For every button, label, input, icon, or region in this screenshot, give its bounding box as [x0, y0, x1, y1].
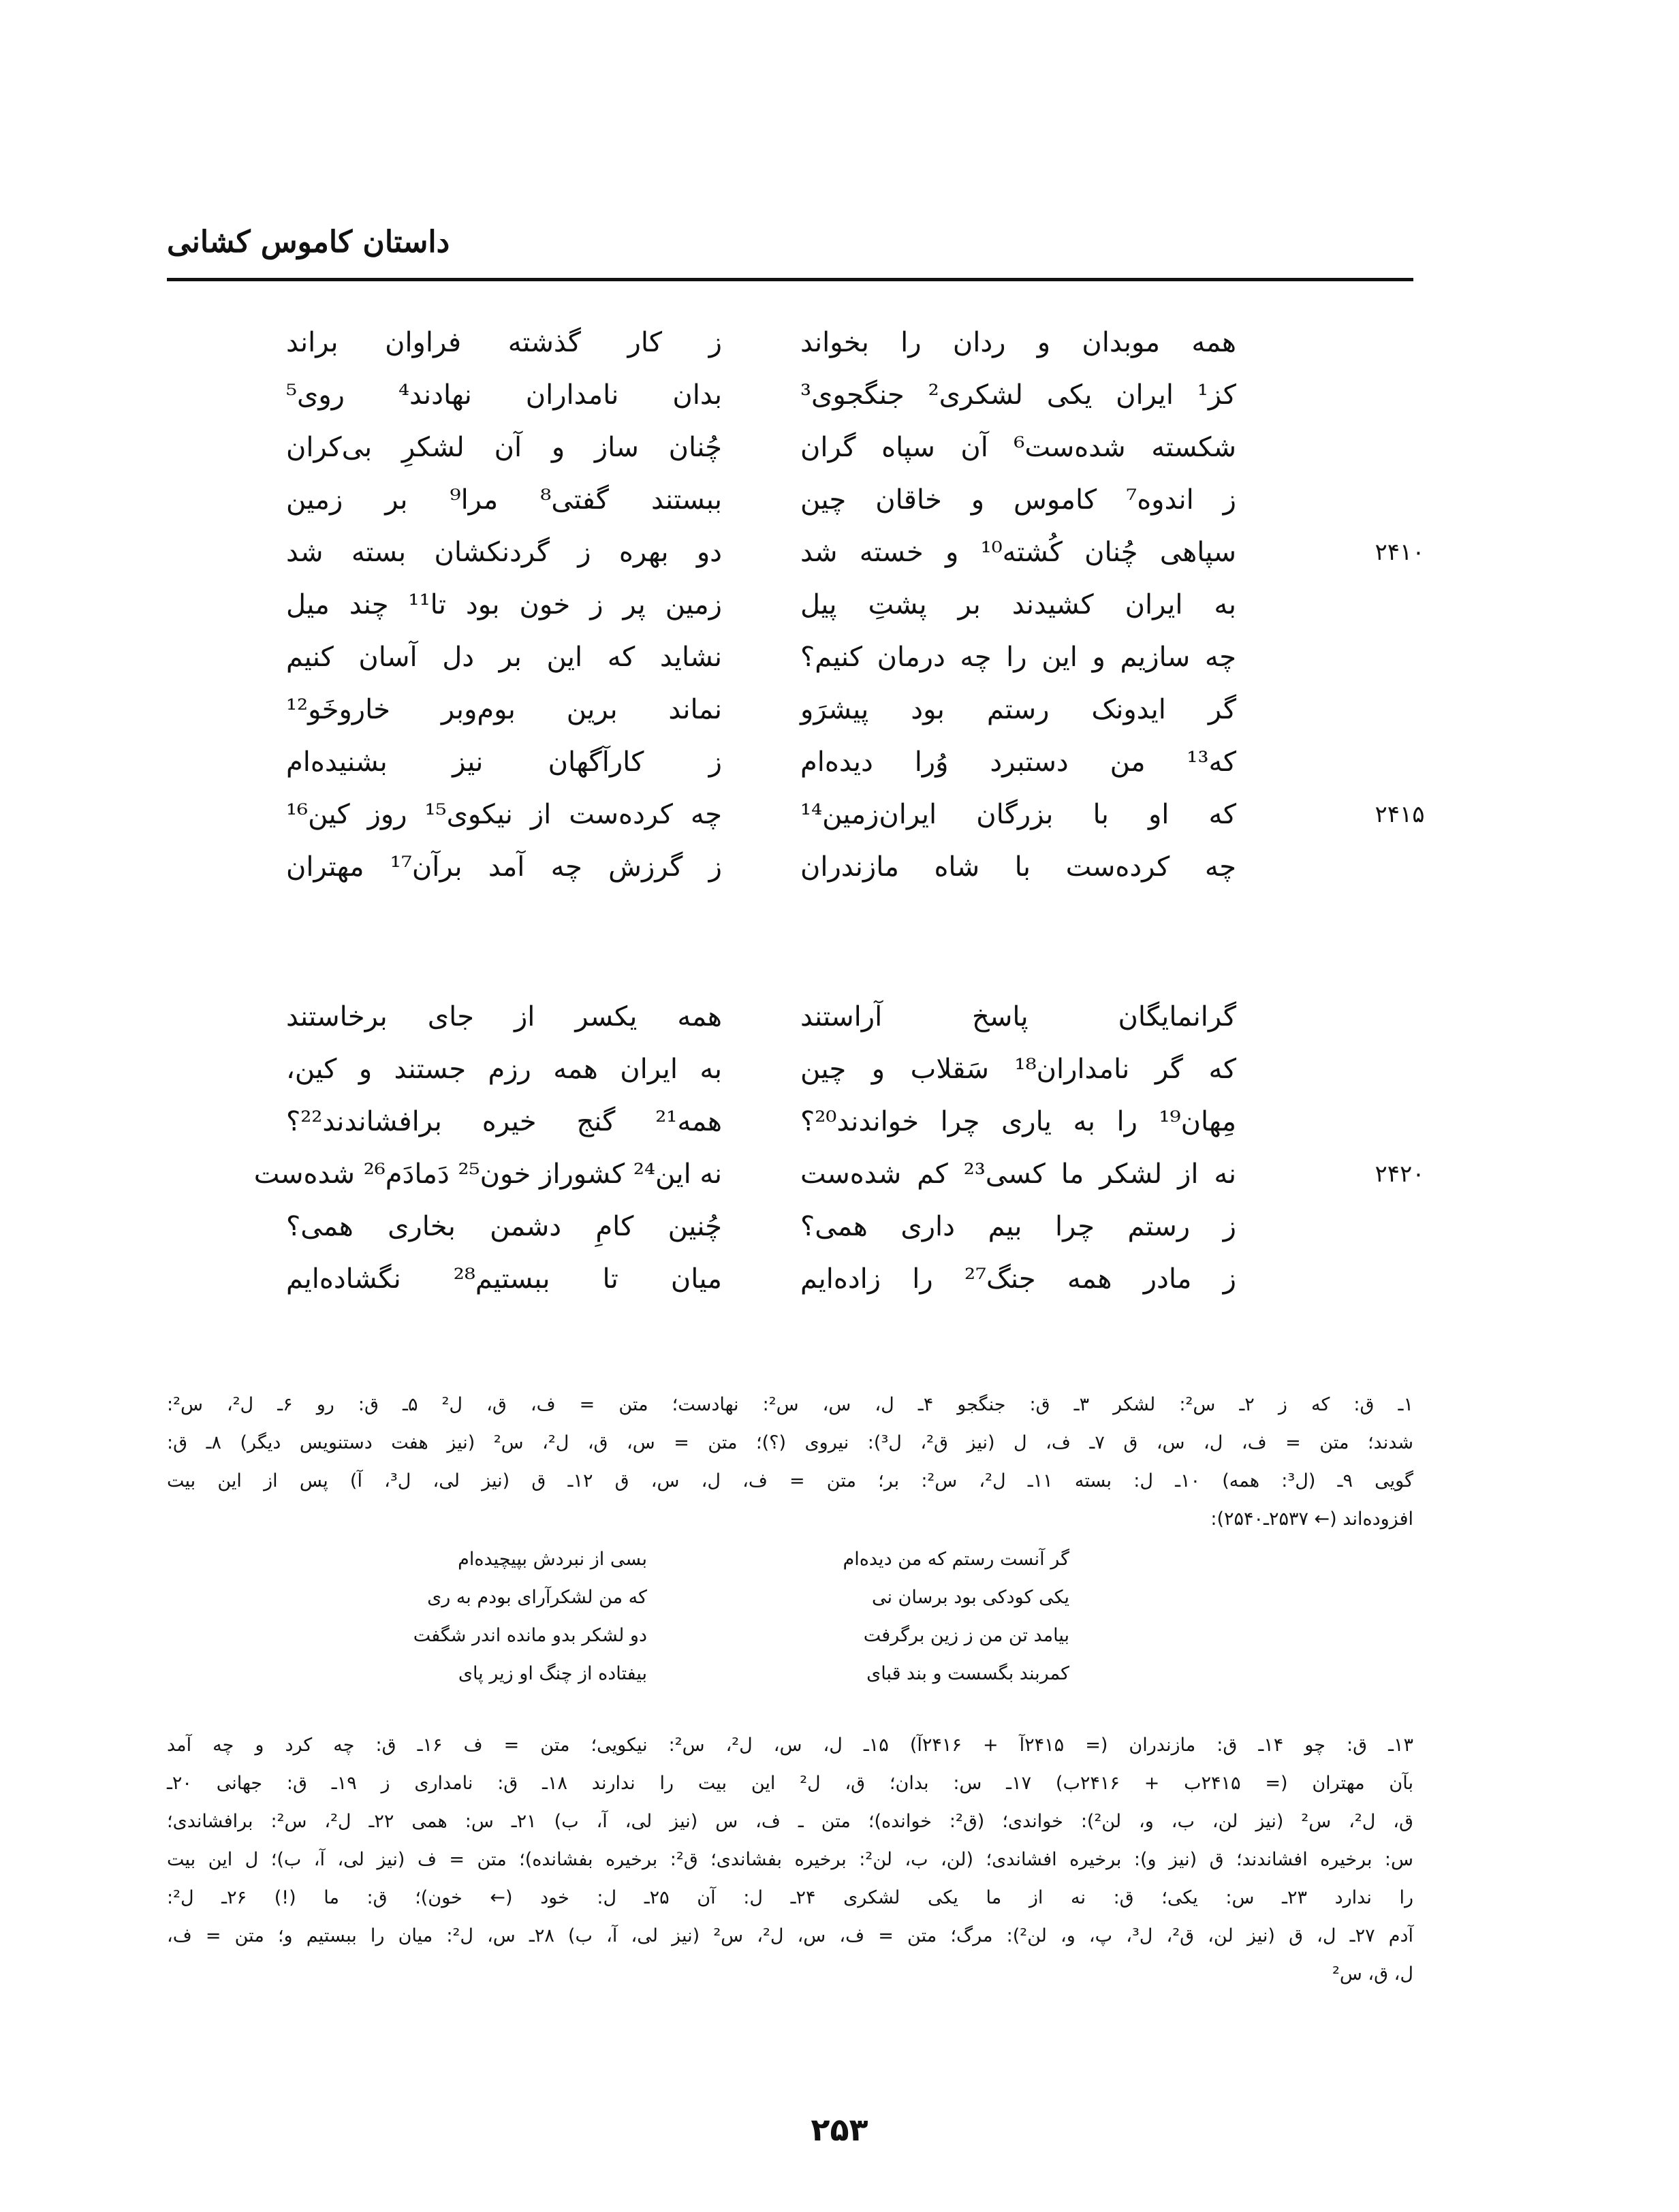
footnote-line: افزوده‌اند (← ۲۵۳۷ـ۲۵۴۰): — [1210, 1508, 1413, 1530]
couplet — [266, 317, 1424, 369]
added-hemistich-second: بیفتاده از چنگ او زیر پای — [458, 1663, 647, 1684]
hemistich-first: که گر نامداران¹⁸ سَقلاب و چین — [800, 1054, 1236, 1085]
hemistich-first: سپاهی چُنان کُشته¹⁰ و خسته شد — [800, 537, 1236, 568]
couplet — [266, 991, 1424, 1043]
hemistich-first: مِهان¹⁹ را به یاری چرا خواندند²⁰؟ — [800, 1106, 1236, 1137]
footnote-line: گویی ۹ـ (ل³: همه) ۱۰ـ ل: بسته ۱۱ـ ل²، س²: بر؛ متن = ف، ل، س، ق ۱۲ـ ق (نیز لی، ل³، آ) پس از این بیت — [167, 1470, 1413, 1491]
added-couplet — [347, 1617, 1069, 1655]
added-hemistich-second: دو لشکر بدو مانده اندر شگفت — [413, 1625, 647, 1646]
hemistich-second: میان تا ببستیم²⁸ نگشاده‌ایم — [286, 1263, 722, 1295]
added-hemistich-first: بیامد تن من ز زین برگرفت — [863, 1625, 1069, 1646]
hemistich-second: زمین پر ز خون بود تا¹¹ چند میل — [286, 589, 722, 620]
hemistich-second: ز کار گذشته فراوان براند — [286, 327, 722, 358]
hemistich-second: چُنان ساز و آن لشکرِ بی‌کران — [286, 432, 722, 463]
header-rule — [167, 278, 1413, 281]
hemistich-first: چه سازیم و این را چه درمان کنیم؟ — [800, 642, 1236, 673]
hemistich-first: به ایران کشیدند بر پشتِ پیل — [800, 589, 1236, 620]
footnotes-part-2 — [167, 1726, 1413, 1993]
added-hemistich-first: کمربند بگسست و بند قبای — [866, 1663, 1069, 1684]
verse-block-1 — [266, 317, 1424, 894]
hemistich-second: نه این²⁴ کشوراز خون²⁵ دَمادَم²⁶ شده‌ست — [253, 1158, 722, 1190]
verse-number: ۲۴۱۵ — [1375, 801, 1425, 828]
hemistich-second: ز گرزش چه آمد برآن¹⁷ مهتران — [286, 851, 722, 883]
hemistich-second: چُنین کامِ دشمن بخاری همی؟ — [286, 1211, 722, 1242]
hemistich-first: همه موبدان و ردان را بخواند — [800, 327, 1236, 358]
footnote-line: بآن مهتران (= ۲۴۱۵ب + ۲۴۱۶ب) ۱۷ـ س: بدان؛ ق، ل² این بیت را ندارند ۱۸ـ ق: نامداری ز ۱۹ـ ق: جهانی ۲۰ـ — [167, 1773, 1413, 1794]
added-couplet — [347, 1579, 1069, 1617]
footnote-line: ۱ـ ق: که ز ۲ـ س²: لشکر ۳ـ ق: جنگجو ۴ـ ل، س، س²: نهادست؛ متن = ف، ق، ل² ۵ـ ق: رو ۶ـ ل²، س²: — [167, 1394, 1413, 1415]
footnote-line: ۱۳ـ ق: چو ۱۴ـ ق: مازندران (= ۲۴۱۵آ + ۲۴۱۶آ) ۱۵ـ ل، س، ل²، س²: نیکویی؛ متن = ف ۱۶ـ ق: چه کرد و چه آمد — [167, 1735, 1413, 1756]
hemistich-first: نه از لشکر ما کسی²³ کم شده‌ست — [800, 1158, 1236, 1190]
hemistich-first: که¹³ من دستبرد وُرا دیده‌ام — [800, 746, 1236, 778]
couplet — [266, 369, 1424, 422]
hemistich-first: کز¹ ایران یکی لشکری² جنگجوی³ — [800, 379, 1236, 411]
couplet — [266, 1043, 1424, 1096]
couplet — [266, 684, 1424, 736]
added-hemistich-second: بسی از نبردش بپیچیده‌ام — [458, 1549, 647, 1570]
couplet — [266, 474, 1424, 526]
hemistich-second: ز کارآگهان نیز بشنیده‌ام — [286, 746, 722, 778]
verse-number: ۲۴۱۰ — [1375, 539, 1425, 566]
footnote-line: آدم ۲۷ـ ل، ق (نیز لن، ق²، ل³، پ، و، لن²): مرگ؛ متن = ف، س، ل²، س² (نیز لی، آ، ب) ۲۸ـ س، ل²: میان را ببستیم و؛ متن = ف، — [167, 1925, 1413, 1946]
couplet — [266, 789, 1424, 841]
hemistich-second: نشاید که این بر دل آسان کنیم — [286, 642, 722, 673]
couplet — [266, 422, 1424, 474]
hemistich-second: نماند برین بوم‌وبر خاروخَو¹² — [286, 694, 722, 725]
hemistich-second: چه کرده‌ست از نیکوی¹⁵ روز کین¹⁶ — [286, 799, 723, 830]
hemistich-first: گرانمایگان پاسخ آراستند — [800, 1001, 1236, 1032]
hemistich-first: شکسته شده‌ست⁶ آن سپاه گران — [800, 432, 1237, 463]
hemistich-first: ز مادر همه جنگ²⁷ را زاده‌ایم — [800, 1263, 1236, 1295]
hemistich-second: دو بهره ز گردنکشان بسته شد — [286, 537, 722, 568]
hemistich-first: ز رستم چرا بیم داری همی؟ — [800, 1211, 1236, 1242]
added-couplet — [347, 1655, 1069, 1693]
added-couplet — [347, 1540, 1069, 1579]
added-hemistich-first: گر آنست رستم که من دیده‌ام — [843, 1549, 1069, 1570]
footnote-line: ق، ل²، س² (نیز لن، ب، و، لن²): خواندی؛ (ق²: خوانده)؛ متن ـ ف، س (نیز لی، آ، ب) ۲۱ـ س: همی ۲۲ـ ل²، س²: برافشاندی؛ — [167, 1811, 1413, 1832]
couplet — [266, 1201, 1424, 1253]
footnote-line: س: برخیره افشاندند؛ ق (نیز و): برخیره افشاندی؛ (لن، ب، لن²: برخیره بفشاندی؛ ق²: برخیره بفشانده)؛ متن = ف (نیز لی، آ، ب)؛ ل این بیت — [167, 1849, 1413, 1870]
footnotes-part-1 — [167, 1386, 1413, 1538]
hemistich-second: همه یکسر از جای برخاستند — [286, 1001, 722, 1032]
running-title: داستان کاموس کشانی — [167, 225, 450, 259]
couplet — [266, 841, 1424, 894]
hemistich-first: گر ایدونک رستم بود پیشرَو — [800, 694, 1236, 725]
hemistich-first: چه کرده‌ست با شاه مازندران — [800, 851, 1236, 883]
couplet — [266, 1253, 1424, 1306]
verse-block-2 — [253, 991, 1425, 1306]
hemistich-first: ز اندوه⁷ کاموس و خاقان چین — [800, 484, 1236, 516]
page-number: ۲۵۳ — [811, 2111, 868, 2148]
hemistich-second: بدان نامداران نهادند⁴ روی⁵ — [286, 379, 722, 411]
footnote-line: شدند؛ متن = ف، ل، س، ق ۷ـ ف، ل (نیز ق²، ل³): نیروی (؟)؛ متن = س، ق، ل²، س² (نیز هفت دستنویس دیگر) ۸ـ ق: — [167, 1432, 1414, 1453]
hemistich-second: ببستند گفتی⁸ مرا⁹ بر زمین — [286, 484, 722, 516]
couplet — [266, 526, 1424, 579]
couplet — [266, 579, 1424, 631]
added-verses — [347, 1540, 1069, 1693]
couplet — [253, 1148, 1425, 1201]
hemistich-second: به ایران همه رزم جستند و کین، — [286, 1054, 722, 1085]
hemistich-first: که او با بزرگان ایران‌زمین¹⁴ — [800, 799, 1236, 830]
couplet — [266, 1096, 1424, 1148]
added-hemistich-first: یکی کودکی بود برسان نی — [871, 1587, 1069, 1608]
hemistich-second: همه²¹ گنج خیره برافشاندند²²؟ — [286, 1106, 722, 1137]
added-hemistich-second: که من لشکرآرای بودم به ری — [427, 1587, 647, 1608]
couplet — [266, 631, 1424, 684]
footnote-line: ل، ق، س² — [1332, 1963, 1413, 1985]
couplet — [266, 736, 1424, 789]
footnote-line: را ندارد ۲۳ـ س: یکی؛ ق: نه از ما یکی لشکری ۲۴ـ ل: آن ۲۵ـ ل: خود (← خون)؛ ق: ما (!) ۲۶ـ ل²: — [167, 1887, 1413, 1908]
verse-number: ۲۴۲۰ — [1375, 1160, 1425, 1188]
